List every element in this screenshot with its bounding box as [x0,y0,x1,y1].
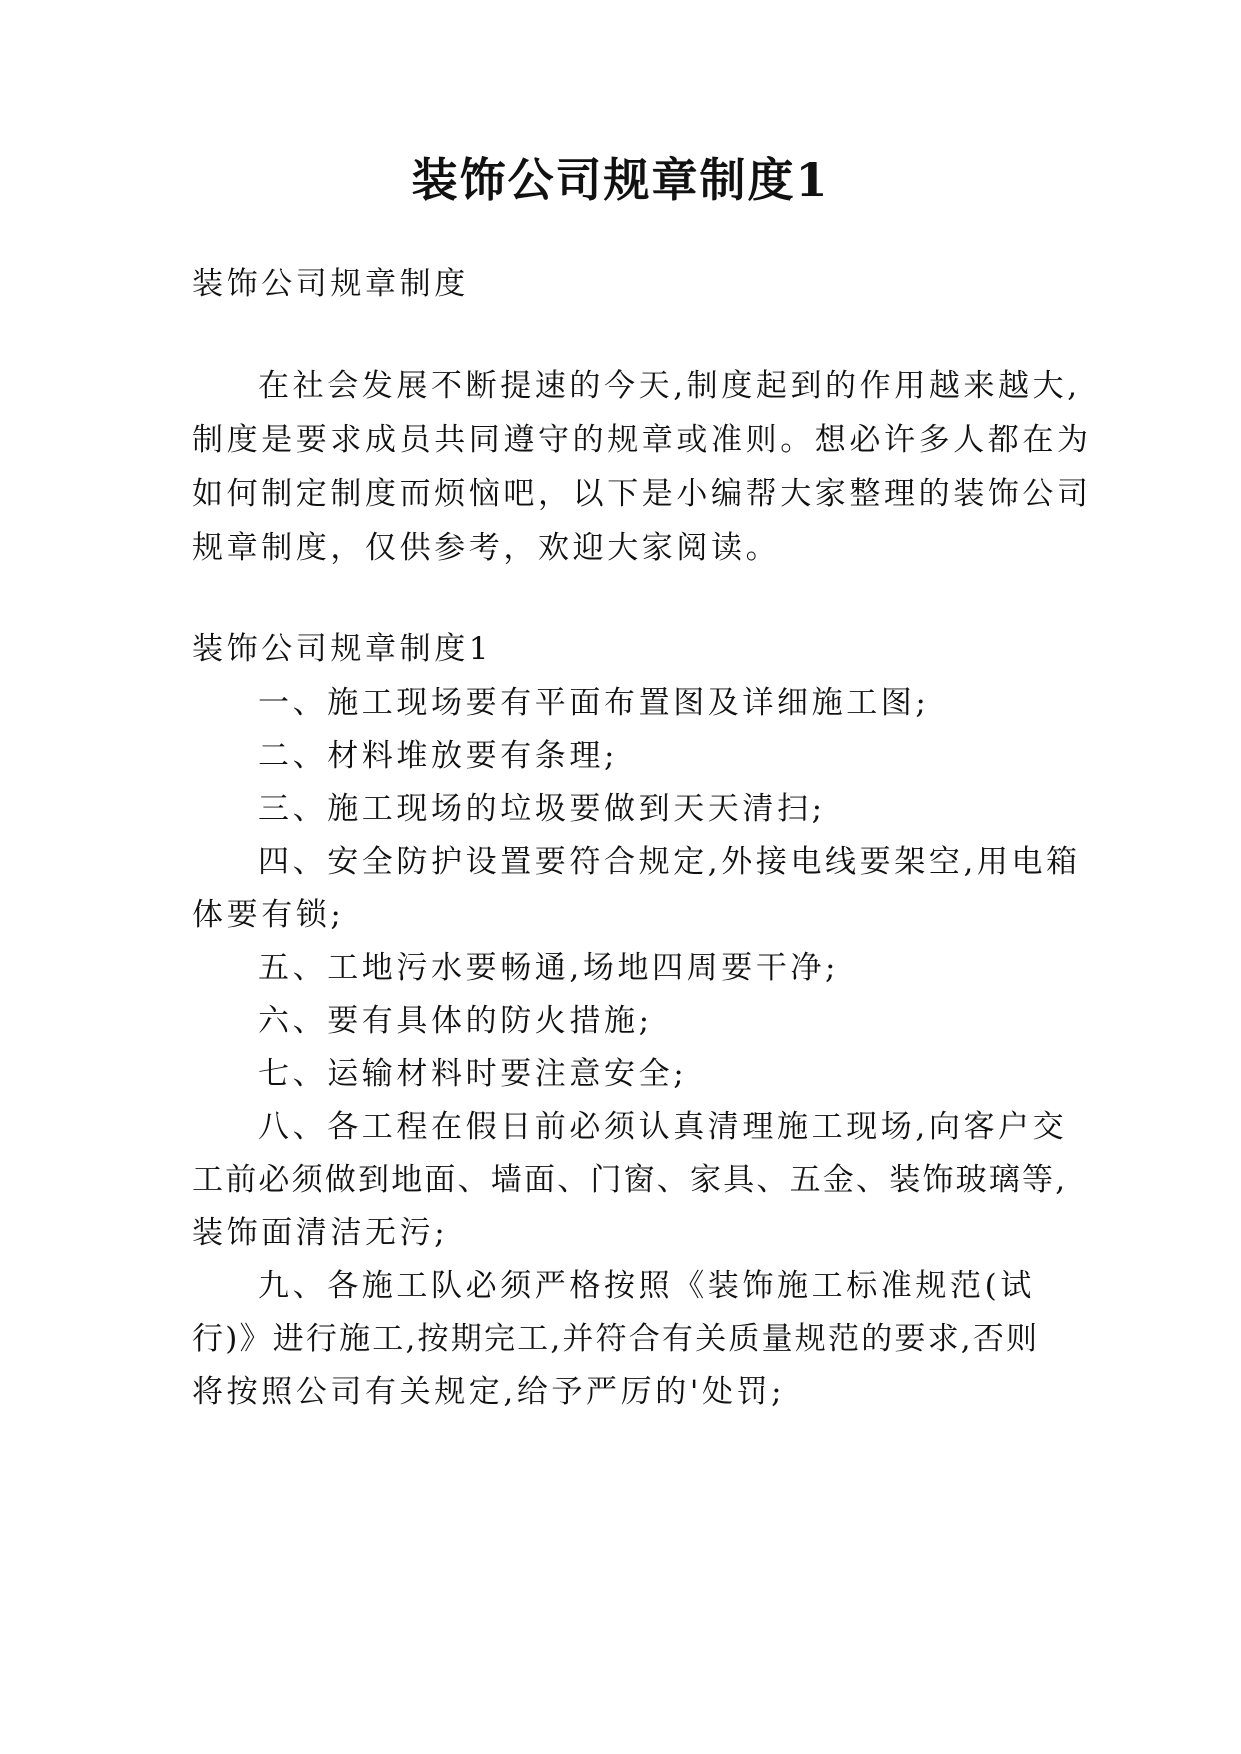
rule-8-line-3: 装饰面清洁无污; [192,1215,449,1251]
document-subtitle: 装饰公司规章制度 [192,266,469,302]
rule-2: 二、材料堆放要有条理; [258,738,619,774]
intro-line-2: 制度是要求成员共同遵守的规章或准则。想必许多人都在为 [192,422,1092,458]
intro-line-4: 规章制度，仅供参考，欢迎大家阅读。 [192,530,781,566]
section-heading: 装饰公司规章制度1 [192,631,493,667]
rule-6: 六、要有具体的防火措施; [258,1003,653,1039]
document-title: 装饰公司规章制度1 [411,153,830,207]
rule-5: 五、工地污水要畅通,场地四周要干净; [258,950,840,986]
rule-4-line-1: 四、安全防护设置要符合规定,外接电线要架空,用电箱 [258,844,1081,880]
rule-9-line-2: 行)》进行施工,按期完工,并符合有关质量规范的要求,否则 [192,1321,1040,1357]
rule-7: 七、运输材料时要注意安全; [258,1056,688,1092]
rule-3: 三、施工现场的垃圾要做到天天清扫; [258,791,826,827]
intro-line-3: 如何制定制度而烦恼吧，以下是小编帮大家整理的装饰公司 [192,476,1092,512]
rule-8-line-2: 工前必须做到地面、墙面、门窗、家具、五金、装饰玻璃等, [192,1162,1068,1198]
rule-9-line-3: 将按照公司有关规定,给予严厉的'处罚; [192,1374,786,1410]
rule-8-line-1: 八、各工程在假日前必须认真清理施工现场,向客户交 [258,1109,1068,1145]
rule-1: 一、施工现场要有平面布置图及详细施工图; [258,685,930,721]
rule-4-line-2: 体要有锁; [192,897,345,933]
intro-line-1: 在社会发展不断提速的今天,制度起到的作用越来越大, [258,368,1081,404]
rule-9-line-1: 九、各施工队必须严格按照《装饰施工标准规范(试 [258,1268,1035,1304]
